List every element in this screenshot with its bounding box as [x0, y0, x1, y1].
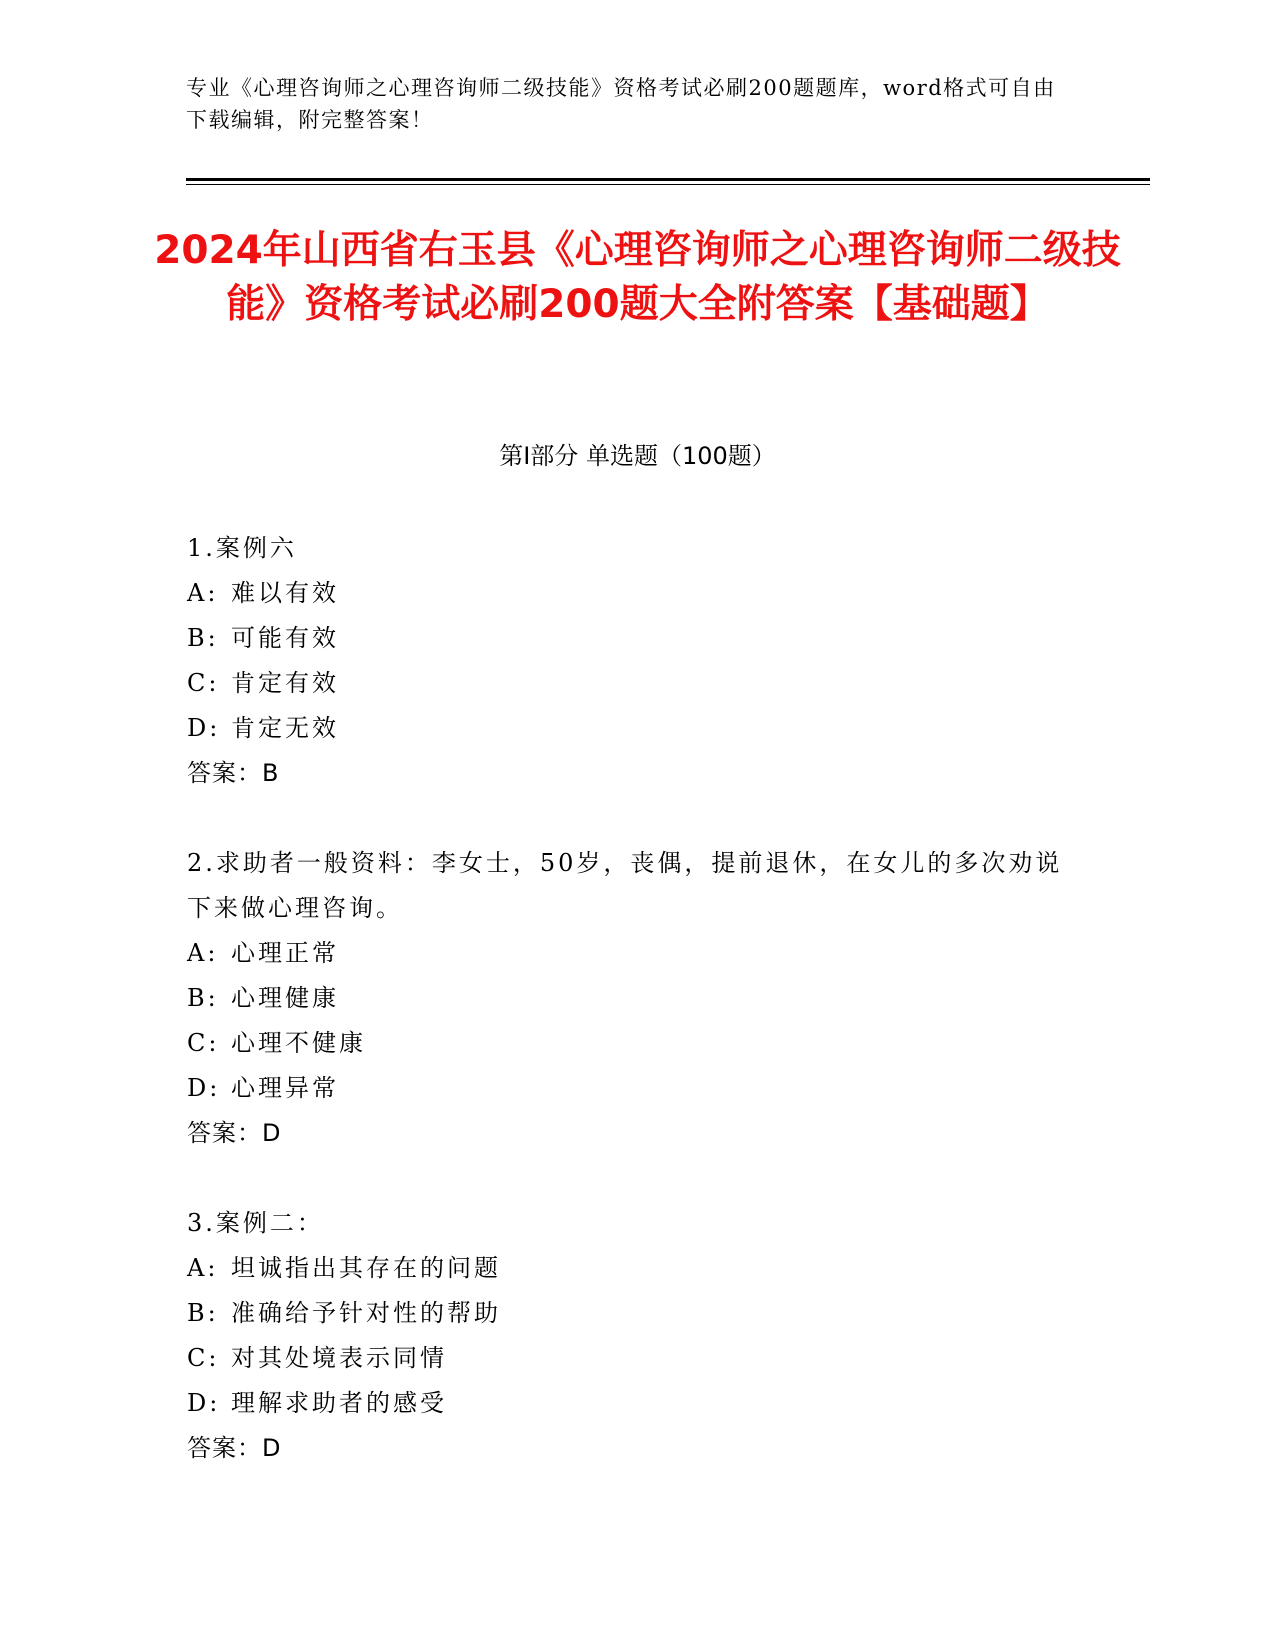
- option-text: 坦诚指出其存在的问题: [231, 1254, 501, 1282]
- option-c: [187, 1336, 1067, 1381]
- question-list: [187, 526, 1067, 1516]
- option-c: [187, 661, 1067, 706]
- option-b: [187, 616, 1067, 661]
- option-text: 理解求助者的感受: [231, 1389, 447, 1417]
- option-text: 可能有效: [231, 624, 339, 652]
- header-rule-thick: [186, 178, 1150, 181]
- question-stem: 3.案例二：: [187, 1209, 324, 1237]
- option-letter: B:: [187, 624, 219, 652]
- option-text: 心理正常: [231, 939, 339, 967]
- option-text: 心理异常: [231, 1074, 339, 1102]
- option-letter: C:: [187, 669, 220, 697]
- option-a: [187, 571, 1067, 616]
- question-item: [187, 526, 1067, 796]
- option-text: 准确给予针对性的帮助: [231, 1299, 501, 1327]
- option-letter: D:: [187, 1074, 221, 1102]
- header-rule-thin: [186, 184, 1150, 185]
- option-a: [187, 931, 1067, 976]
- option-b: [187, 976, 1067, 1021]
- option-letter: D:: [187, 714, 221, 742]
- header-note: 专业《心理咨询师之心理咨询师二级技能》资格考试必刷200题题库，word格式可自由下载编辑，附完整答案！: [186, 76, 1056, 132]
- option-letter: C:: [187, 1029, 220, 1057]
- answer-line: 答案：B: [187, 759, 280, 787]
- option-d: [187, 1066, 1067, 1111]
- section-heading: 第I部分 单选题（100题）: [499, 442, 776, 470]
- option-a: [187, 1246, 1067, 1291]
- option-text: 肯定无效: [231, 714, 339, 742]
- option-letter: C:: [187, 1344, 220, 1372]
- question-stem: 1.案例六: [187, 534, 297, 562]
- answer-line: 答案：D: [187, 1434, 282, 1462]
- question-item: [187, 841, 1067, 1156]
- option-text: 肯定有效: [231, 669, 339, 697]
- option-letter: A:: [187, 1254, 219, 1282]
- question-item: [187, 1201, 1067, 1471]
- option-letter: A:: [187, 579, 219, 607]
- option-letter: D:: [187, 1389, 221, 1417]
- option-letter: B:: [187, 1299, 219, 1327]
- option-text: 对其处境表示同情: [231, 1344, 447, 1372]
- option-c: [187, 1021, 1067, 1066]
- answer-line: 答案：D: [187, 1119, 282, 1147]
- option-letter: A:: [187, 939, 219, 967]
- document-title: 2024年山西省右玉县《心理咨询师之心理咨询师二级技能》资格考试必刷200题大全附答案【基础题】: [154, 228, 1121, 327]
- option-b: [187, 1291, 1067, 1336]
- question-stem: 2.求助者一般资料：李女士，50岁，丧偶，提前退休，在女儿的多次劝说下来做心理咨询。: [187, 849, 1063, 922]
- option-d: [187, 706, 1067, 751]
- option-d: [187, 1381, 1067, 1426]
- option-letter: B:: [187, 984, 219, 1012]
- option-text: 心理健康: [231, 984, 339, 1012]
- option-text: 心理不健康: [231, 1029, 366, 1057]
- option-text: 难以有效: [231, 579, 339, 607]
